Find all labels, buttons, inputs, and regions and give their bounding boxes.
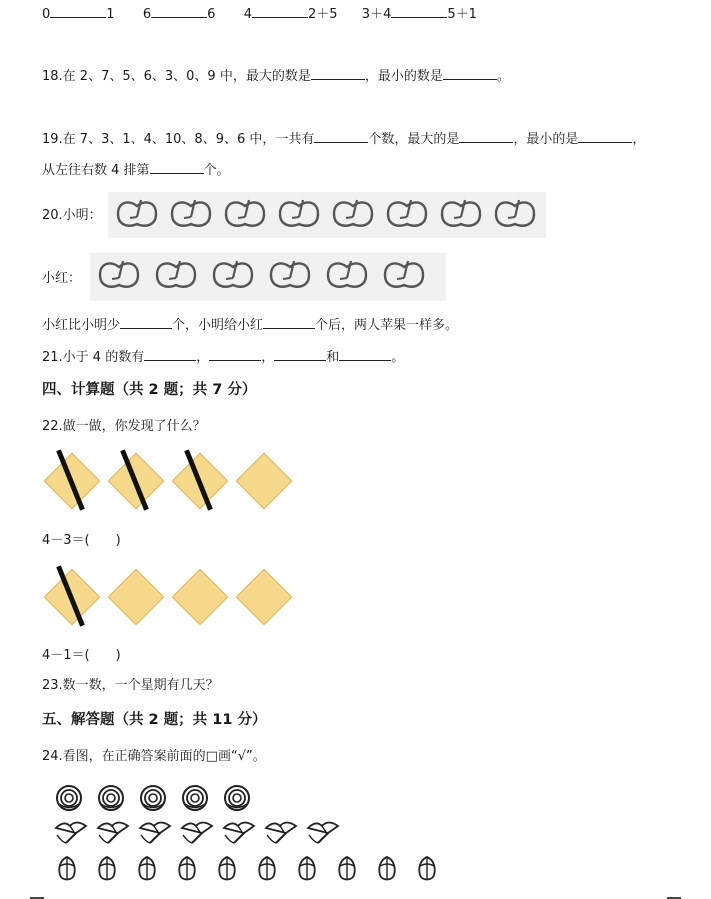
q20-sentence [42,315,458,335]
rose-icon [138,784,168,816]
q24-flowers-picture [48,780,448,890]
q19-text-1: 19.在 7、3、1、4、10、8、9、6 中，一共有 [42,132,315,147]
apple-icon [438,197,484,230]
apple-icon [381,258,427,291]
section-5-heading: 五、解答题（共 2 题；共 11 分） [42,712,267,728]
xiaoming-apples-picture [108,192,546,238]
rose-icon [180,784,210,816]
apple-icon [222,197,268,230]
morning-glory-icon [306,818,340,850]
compare-left-1: 0 [42,7,51,22]
q18-blank-min[interactable] [443,66,497,80]
q21-sep-2: ， [261,350,275,365]
rose-icon [96,784,126,816]
q18-text-3: 。 [496,69,510,84]
apple-icon [210,258,256,291]
q18-text-1: 18.在 2、7、5、6、3、0、9 中，最大的数是 [42,69,311,84]
compare-right-2: 6 [207,7,216,22]
apple-icon [492,197,538,230]
apple-icon [96,258,142,291]
flower-bud-icon [334,854,360,888]
q21-blank-2[interactable] [209,347,261,361]
compare-row [42,4,477,24]
apple-icon [276,197,322,230]
q19-blank-min[interactable] [578,129,632,143]
diamond-shape [108,569,165,626]
q22-diamonds-row-2 [42,562,304,636]
compare-left-4: 3＋4 [361,7,392,22]
rose-icon [222,784,252,816]
flower-bud-icon [174,854,200,888]
q22-diamonds-row-1 [42,446,298,524]
q20-text-3: 个后，两人苹果一样多。 [315,318,459,333]
apple-icon [330,197,376,230]
compare-blank-4[interactable] [391,4,447,18]
compare-blank-1[interactable] [50,4,106,18]
q20-text-2: 个，小明给小红 [172,318,264,333]
xiaohong-apples-picture [90,253,446,301]
q21-text-1: 21.小于 4 的数有 [42,350,145,365]
q18-text-2: ，最小的数是 [364,69,443,84]
question-21 [42,347,404,367]
question-18 [42,66,510,86]
diamond-shape [236,569,293,626]
flower-bud-icon [414,854,440,888]
apple-icon [114,197,160,230]
q18-blank-max[interactable] [311,66,365,80]
apple-icon [324,258,370,291]
morning-glory-icon [54,818,88,850]
q19-line2-text-1: 从左往右数 4 排第 [42,163,150,178]
q20-text-1: 小红比小明少 [42,318,121,333]
compare-blank-2[interactable] [151,4,207,18]
q21-and: 和 [326,350,340,365]
q22-equation-1[interactable]: 4－3＝( ) [42,533,121,548]
compare-right-4: 5＋1 [447,7,477,22]
q19-line2-text-2: 个。 [203,163,230,178]
q21-sep-1: ， [196,350,210,365]
q21-blank-3[interactable] [274,347,326,361]
flower-bud-icon [374,854,400,888]
q19-blank-count[interactable] [314,129,368,143]
flower-bud-icon [254,854,280,888]
section-4-heading: 四、计算题（共 2 题；共 7 分） [42,382,257,398]
q21-end: 。 [391,350,405,365]
flower-bud-icon [134,854,160,888]
compare-blank-3[interactable] [252,4,308,18]
q19-text-3: ，最小的是 [513,132,579,147]
flower-bud-icon [294,854,320,888]
question-19 [42,129,645,149]
flower-bud-icon [54,854,80,888]
apple-icon [267,258,313,291]
diamond-shape [172,569,229,626]
q20-xiaohong-label: 小红： [42,271,82,286]
q19-text-2: 个数，最大的是 [368,132,460,147]
morning-glory-icon [222,818,256,850]
question-23: 23.数一数，一个星期有几天？ [42,678,219,693]
compare-right-1: 1 [106,7,115,22]
q20-xiaoming-label: 20.小明： [42,208,102,223]
q20-blank-diff[interactable] [120,315,172,329]
compare-left-2: 6 [142,7,152,22]
q20-blank-give[interactable] [263,315,315,329]
compare-right-3: 2＋5 [307,7,338,22]
compare-left-3: 4 [243,7,252,22]
q21-blank-4[interactable] [339,347,391,361]
diamond-shape [236,453,293,510]
morning-glory-icon [96,818,130,850]
q19-text-4: ， [632,132,646,147]
q19-blank-position[interactable] [150,160,204,174]
apple-icon [384,197,430,230]
morning-glory-icon [264,818,298,850]
morning-glory-icon [180,818,214,850]
q19-blank-max[interactable] [459,129,513,143]
rose-icon [54,784,84,816]
morning-glory-icon [138,818,172,850]
question-24: 24.看图，在正确答案前面的□画“√”。 [42,749,266,764]
q22-equation-2[interactable]: 4－1＝( ) [42,648,121,663]
q22-prompt: 22.做一做，你发现了什么？ [42,419,206,434]
question-19-line-2 [42,160,230,180]
q21-blank-1[interactable] [144,347,196,361]
apple-icon [168,197,214,230]
flower-bud-icon [94,854,120,888]
apple-icon [153,258,199,291]
flower-bud-icon [214,854,240,888]
